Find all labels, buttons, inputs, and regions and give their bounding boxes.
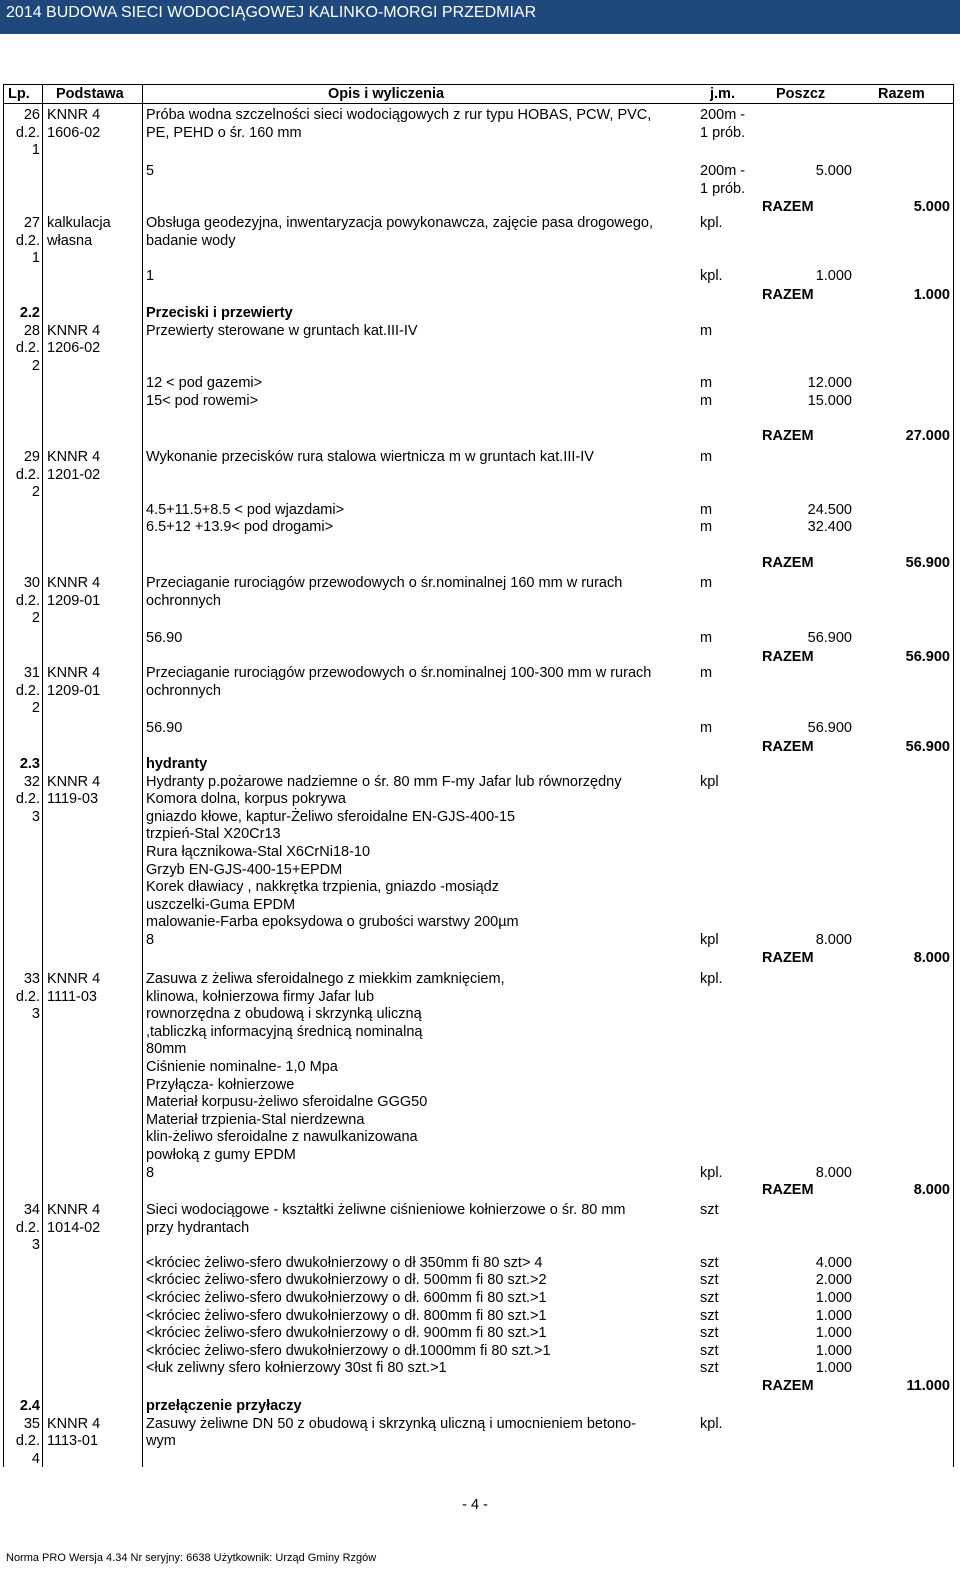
cell-opis: 15< pod rowemi> — [146, 393, 259, 409]
cell-poszcz: 24.500 — [807, 501, 852, 518]
cell-opis: 12 < pod gazemi> — [146, 375, 263, 392]
cell-opis: <króciec żeliwo-sfero dwukołnierzowy o dł. 900mm fi 80 szt.>1 — [146, 1325, 547, 1342]
cell-jm: szt — [700, 1272, 719, 1289]
header-poszcz: Poszcz — [776, 86, 826, 102]
cell-razem: 27.000 — [905, 428, 950, 445]
cell-poszcz: 1.000 — [815, 1290, 852, 1306]
cell-opisb: hydranty — [146, 756, 208, 772]
cell-razem: 8.000 — [913, 949, 950, 966]
cell-pod: własna — [47, 232, 93, 249]
header-bottom-rule — [3, 103, 953, 104]
cell-jm: m — [700, 629, 713, 646]
cell-jm: m — [700, 322, 713, 339]
cell-lp: 2 — [31, 610, 40, 627]
cell-opis: <króciec żeliwo-sfero dwukołnierzowy o dł.1000mm fi 80 szt.>1 — [146, 1342, 551, 1359]
cell-poszcz: 4.000 — [815, 1254, 852, 1271]
cell-lp: d.2. — [15, 988, 40, 1005]
cell-jm: m — [700, 665, 713, 681]
cell-jm: kpl. — [700, 971, 723, 987]
cell-poszcz: 12.000 — [807, 375, 852, 392]
cell-lp: d.2. — [15, 124, 40, 141]
cell-opis: przy hydrantach — [146, 1219, 250, 1236]
cell-opis: powłoką z gumy EPDM — [146, 1147, 296, 1163]
cell-jm: szt — [700, 1360, 719, 1377]
cell-opis: <łuk zeliwny sfero kołnierzowy 30st fi 80 szt.>1 — [146, 1360, 447, 1377]
cell-opis: 5 — [146, 163, 155, 180]
cell-razem: 56.900 — [905, 554, 950, 571]
cell-opis: malowanie-Farba epoksydowa o grubości warstwy 200µm — [146, 914, 519, 931]
cell-razl: RAZEM — [762, 554, 814, 571]
cell-opis: Wykonanie przecisków rura stalowa wiertnicza m w gruntach kat.III-IV — [146, 449, 594, 465]
cell-jm: szt — [700, 1202, 719, 1218]
cell-jm: kpl — [700, 773, 719, 790]
cell-jm: m — [700, 519, 713, 536]
header-podstawa: Podstawa — [56, 86, 124, 102]
cell-opis: 56.90 — [146, 719, 183, 736]
cell-opis: Przewierty sterowane w gruntach kat.III-IV — [146, 322, 418, 339]
cell-opis: Sieci wodociągowe - kształtki żeliwne ciśnieniowe kołnierzowe o śr. 80 mm — [146, 1202, 626, 1218]
cell-poszcz: 1.000 — [815, 1360, 852, 1377]
cell-opisb: przełączenie przyłaczy — [146, 1398, 302, 1414]
cell-lp: d.2. — [15, 682, 40, 699]
cell-lp: d.2. — [15, 592, 40, 609]
cell-opis: gniazdo kłowe, kaptur-Żeliwo sferoidalne EN-GJS-400-15 — [146, 808, 516, 825]
cell-razem: 1.000 — [913, 287, 950, 304]
cell-lp: d.2. — [15, 466, 40, 483]
cell-opis: Przyłącza- kołnierzowe — [146, 1076, 295, 1093]
cell-jm: m — [700, 449, 713, 465]
cell-pod: kalkulacja — [47, 215, 111, 231]
cell-razem: 5.000 — [913, 198, 950, 215]
cell-lp: 3 — [31, 808, 40, 825]
cell-lp: 27 — [23, 215, 40, 231]
header-top-rule — [3, 84, 953, 85]
cell-razl: RAZEM — [762, 287, 814, 304]
cell-jm: szt — [700, 1325, 719, 1342]
header-jm: j.m. — [710, 86, 735, 102]
cell-pod: 1209-01 — [47, 592, 101, 609]
cell-opis: <króciec żeliwo-sfero dwukołnierzowy o dł. 800mm fi 80 szt.>1 — [146, 1307, 547, 1324]
cell-lp: d.2. — [15, 232, 40, 249]
cell-opis: Hydranty p.pożarowe nadziemne o śr. 80 mm F-my Jafar lub równorzędny — [146, 773, 622, 790]
cell-razl: RAZEM — [762, 738, 814, 755]
cell-lp: 3 — [31, 1006, 40, 1023]
cell-jm: 200m - — [700, 107, 746, 123]
cell-pod: KNNR 4 — [47, 449, 101, 465]
cell-poszcz: 5.000 — [815, 163, 852, 180]
cell-jm: szt — [700, 1290, 719, 1306]
cell-opis: 4.5+11.5+8.5 < pod wjazdami> — [146, 501, 345, 518]
document-title: 2014 BUDOWA SIECI WODOCIĄGOWEJ KALINKO-MORGI PRZEDMIAR — [6, 4, 537, 21]
cell-opis: 8 — [146, 932, 155, 948]
cell-pod: KNNR 4 — [47, 575, 101, 591]
cell-lp: 26 — [23, 107, 40, 123]
cell-razl: RAZEM — [762, 428, 814, 445]
cell-jm: m — [700, 719, 713, 736]
cell-opis: ochronnych — [146, 682, 221, 699]
cell-opis: wym — [146, 1433, 176, 1450]
cell-lp: d.2. — [15, 340, 40, 357]
cell-opis: Próba wodna szczelności sieci wodociągowych z rur typu HOBAS, PCW, PVC, — [146, 107, 652, 123]
table-right-border — [953, 84, 954, 1467]
cell-lp: 2 — [31, 484, 40, 501]
cell-jm: m — [700, 501, 713, 518]
cell-lp: 28 — [23, 322, 40, 339]
cell-razl: RAZEM — [762, 1182, 814, 1199]
cell-pod: 1113-01 — [47, 1433, 99, 1450]
cell-pod: 1201-02 — [47, 466, 101, 483]
cell-opis: <króciec żeliwo-sfero dwukołnierzowy o dł. 600mm fi 80 szt.>1 — [146, 1290, 547, 1306]
cell-opis: uszczelki-Guma EPDM — [146, 896, 296, 913]
column-rule-podstawa — [142, 84, 143, 1467]
cell-razem: 56.900 — [905, 648, 950, 665]
cell-jm: kpl. — [700, 267, 723, 284]
cell-pod: 1111-03 — [47, 988, 97, 1005]
cell-razl: RAZEM — [762, 949, 814, 966]
cell-lp: d.2. — [15, 791, 40, 808]
cell-jm: m — [700, 575, 713, 591]
cell-jm: kpl. — [700, 1415, 723, 1432]
cell-opis: 80mm — [146, 1041, 187, 1058]
cell-opis: 6.5+12 +13.9< pod drogami> — [146, 519, 334, 536]
header-opis: Opis i wyliczenia — [328, 86, 445, 102]
cell-opis: ochronnych — [146, 592, 221, 609]
cell-opis: <króciec żeliwo-sfero dwukołnierzowy o dł. 500mm fi 80 szt.>2 — [146, 1272, 547, 1289]
cell-poszcz: 56.900 — [807, 629, 852, 646]
cell-poszcz: 32.400 — [807, 519, 852, 536]
page-number: - 4 - — [462, 1497, 488, 1513]
document-title-banner — [0, 0, 960, 34]
cell-pod: KNNR 4 — [47, 773, 101, 790]
cell-lp: 4 — [31, 1450, 40, 1467]
cell-pod: KNNR 4 — [47, 322, 101, 339]
cell-jm: kpl — [700, 932, 719, 948]
cell-opis: 1 — [146, 267, 155, 284]
cell-pod: 1119-03 — [47, 791, 99, 808]
cell-poszcz: 8.000 — [815, 1164, 852, 1181]
cell-pod: 1606-02 — [47, 124, 101, 141]
cell-lp: 2 — [31, 357, 40, 374]
cell-opis: Grzyb EN-GJS-400-15+EPDM — [146, 861, 343, 878]
column-rule-lp — [42, 84, 43, 1467]
cell-poszcz: 1.000 — [815, 1307, 852, 1324]
cell-opis: Korek dławiacy , nakkrętka trzpienia, gniazdo -mosiądz — [146, 879, 499, 896]
cell-poszcz: 1.000 — [815, 1342, 852, 1359]
cell-lp: 1 — [31, 142, 40, 159]
cell-opis: Materiał korpusu-żeliwo sferoidalne GGG50 — [146, 1094, 428, 1111]
cell-lp: 1 — [31, 250, 40, 267]
cell-jm: szt — [700, 1342, 719, 1359]
cell-lp: 29 — [23, 449, 40, 465]
cell-jm: 1 prób. — [700, 180, 746, 197]
cell-opis: Zasuwa z żeliwa sferoidalnego z miekkim zamknięciem, — [146, 971, 505, 987]
cell-lp: 32 — [23, 773, 40, 790]
cell-lp: d.2. — [15, 1219, 40, 1236]
cell-opis: 56.90 — [146, 629, 183, 646]
cell-opis: badanie wody — [146, 232, 236, 249]
cell-poszcz: 15.000 — [807, 393, 852, 409]
cell-pod: KNNR 4 — [47, 1415, 101, 1432]
cell-lp: 31 — [23, 665, 40, 681]
cell-razem: 8.000 — [913, 1182, 950, 1199]
cell-razl: RAZEM — [762, 198, 814, 215]
cell-jm: kpl. — [700, 215, 723, 231]
cell-opis: Przeciaganie rurociągów przewodowych o śr.nominalnej 160 mm w rurach — [146, 575, 623, 591]
cell-pod: 1206-02 — [47, 340, 101, 357]
cell-pod: KNNR 4 — [47, 1202, 101, 1218]
cell-lp: 34 — [23, 1202, 40, 1218]
cell-pod: KNNR 4 — [47, 107, 101, 123]
cell-jm: m — [700, 393, 713, 409]
cell-pod: KNNR 4 — [47, 665, 101, 681]
cell-opis: Materiał trzpienia-Stal nierdzewna — [146, 1111, 365, 1128]
cell-poszcz: 2.000 — [815, 1272, 852, 1289]
cell-poszcz: 56.900 — [807, 719, 852, 736]
cell-opis: Ciśnienie nominalne- 1,0 Mpa — [146, 1059, 338, 1075]
cell-jm: 200m - — [700, 163, 746, 180]
cell-razl: RAZEM — [762, 1378, 814, 1394]
cell-opis: klinowa, kołnierzowa firmy Jafar lub — [146, 988, 375, 1005]
cell-lp: 35 — [23, 1415, 40, 1432]
cell-lp: 2 — [31, 700, 40, 717]
cell-jm: kpl. — [700, 1164, 723, 1181]
cell-opisb: Przeciski i przewierty — [146, 305, 293, 321]
cell-lp: 3 — [31, 1237, 40, 1254]
cell-sect: 2.3 — [19, 756, 40, 772]
cell-lp: 30 — [23, 575, 40, 591]
cell-opis: PE, PEHD o śr. 160 mm — [146, 124, 302, 141]
cell-pod: KNNR 4 — [47, 971, 101, 987]
cell-opis: Komora dolna, korpus pokrywa — [146, 791, 346, 808]
cell-poszcz: 8.000 — [815, 932, 852, 948]
cell-opis: Przeciaganie rurociągów przewodowych o śr.nominalnej 100-300 mm w rurach — [146, 665, 652, 681]
cell-opis: trzpień-Stal X20Cr13 — [146, 826, 281, 843]
cell-opis: Obsługa geodezyjna, inwentaryzacja powykonawcza, zajęcie pasa drogowego, — [146, 215, 653, 231]
cell-sect: 2.2 — [19, 305, 40, 321]
cell-opis: Zasuwy żeliwne DN 50 z obudową i skrzynką uliczną i umocnieniem betono- — [146, 1415, 637, 1432]
cell-razem: 11.000 — [906, 1378, 950, 1394]
cell-jm: szt — [700, 1307, 719, 1324]
cell-poszcz: 1.000 — [815, 267, 852, 284]
cell-razl: RAZEM — [762, 648, 814, 665]
cell-razem: 56.900 — [905, 738, 950, 755]
cell-opis: ,tabliczką informacyjną średnicą nominalną — [146, 1023, 423, 1040]
cell-sect: 2.4 — [19, 1398, 40, 1414]
cell-lp: d.2. — [15, 1433, 40, 1450]
cell-jm: m — [700, 375, 713, 392]
cell-opis: <króciec żeliwo-sfero dwukołnierzowy o dł 350mm fi 80 szt> 4 — [146, 1254, 543, 1271]
header-razem: Razem — [878, 86, 925, 102]
cell-poszcz: 1.000 — [815, 1325, 852, 1342]
cell-opis: Rura łącznikowa-Stal X6CrNi18-10 — [146, 844, 371, 860]
cell-jm: 1 prób. — [700, 124, 746, 141]
cell-lp: 33 — [23, 971, 40, 987]
footer-text: Norma PRO Wersja 4.34 Nr seryjny: 6638 Użytkownik: Urząd Gminy Rzgów — [6, 1552, 377, 1564]
cell-opis: klin-żeliwo sferoidalne z nawulkanizowana — [146, 1129, 418, 1146]
cell-pod: 1209-01 — [47, 682, 101, 699]
header-lp: Lp. — [8, 86, 30, 102]
cell-jm: szt — [700, 1254, 719, 1271]
cell-pod: 1014-02 — [47, 1219, 101, 1236]
cell-opis: rownorzędna z obudową i skrzynką uliczną — [146, 1006, 422, 1023]
cell-opis: 8 — [146, 1164, 155, 1181]
